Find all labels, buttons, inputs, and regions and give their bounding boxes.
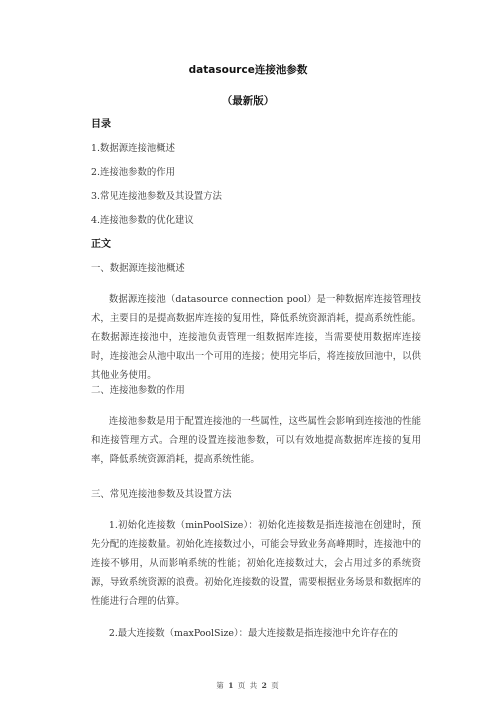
footer-suffix: 页 [271,681,280,690]
footer-page-number: 1 [228,681,235,690]
document-title: datasource连接池参数 [188,64,308,76]
toc-item: 4.连接池参数的优化建议 [91,215,194,226]
footer-prefix: 第 [216,681,225,690]
section-heading: 三、常见连接池参数及其设置方法 [91,489,232,500]
footer-total-pages: 2 [261,681,268,690]
body-heading: 正文 [91,239,111,250]
trailing-paragraph: 2.最大连接数（maxPoolSize）：最大连接数是指连接池中允许存在的 [108,628,398,639]
section-heading: 二、连接池参数的作用 [91,385,185,396]
document-subtitle: （最新版） [221,95,275,107]
section-paragraph: 1.初始化连接数（minPoolSize）：初始化连接数是指连接池在创建时，预先分配的连接数量。初始化连接数过小，可能会导致业务高峰期时，连接池中的连接不够用，从而影响系统的性能；初始化连接数过大，会占用过多的系统资源，导致系统资源的浪费。初始化连接数的设置，需要根据业务场景和数据库的性能进行合理的估算。 [91,520,421,607]
toc-item: 3.常见连接池参数及其设置方法 [91,191,222,202]
section-paragraph: 数据源连接池（datasource connection pool）是一种数据库连接管理技术，主要目的是提高数据库连接的复用性，降低系统资源消耗，提高系统性能。在数据源连接池中，连接池负责管理一组数据库连接，当需要使用数据库连接时，连接池会从池中取出一个可用的连接；使用完毕后，将连接放回池中，以供其他业务使用。 [91,294,421,381]
section-paragraph: 连接池参数是用于配置连接池的一些属性，这些属性会影响到连接池的性能和连接管理方式。合理的设置连接池参数，可以有效地提高数据库连接的复用率，降低系统资源消耗，提高系统性能。 [91,416,421,465]
footer-middle: 页 共 [237,681,259,690]
page-footer [0,680,496,691]
toc-heading: 目录 [91,119,111,130]
toc-item: 2.连接池参数的作用 [91,167,175,178]
section-heading: 一、数据源连接池概述 [91,263,185,274]
toc-item: 1.数据源连接池概述 [91,143,175,154]
